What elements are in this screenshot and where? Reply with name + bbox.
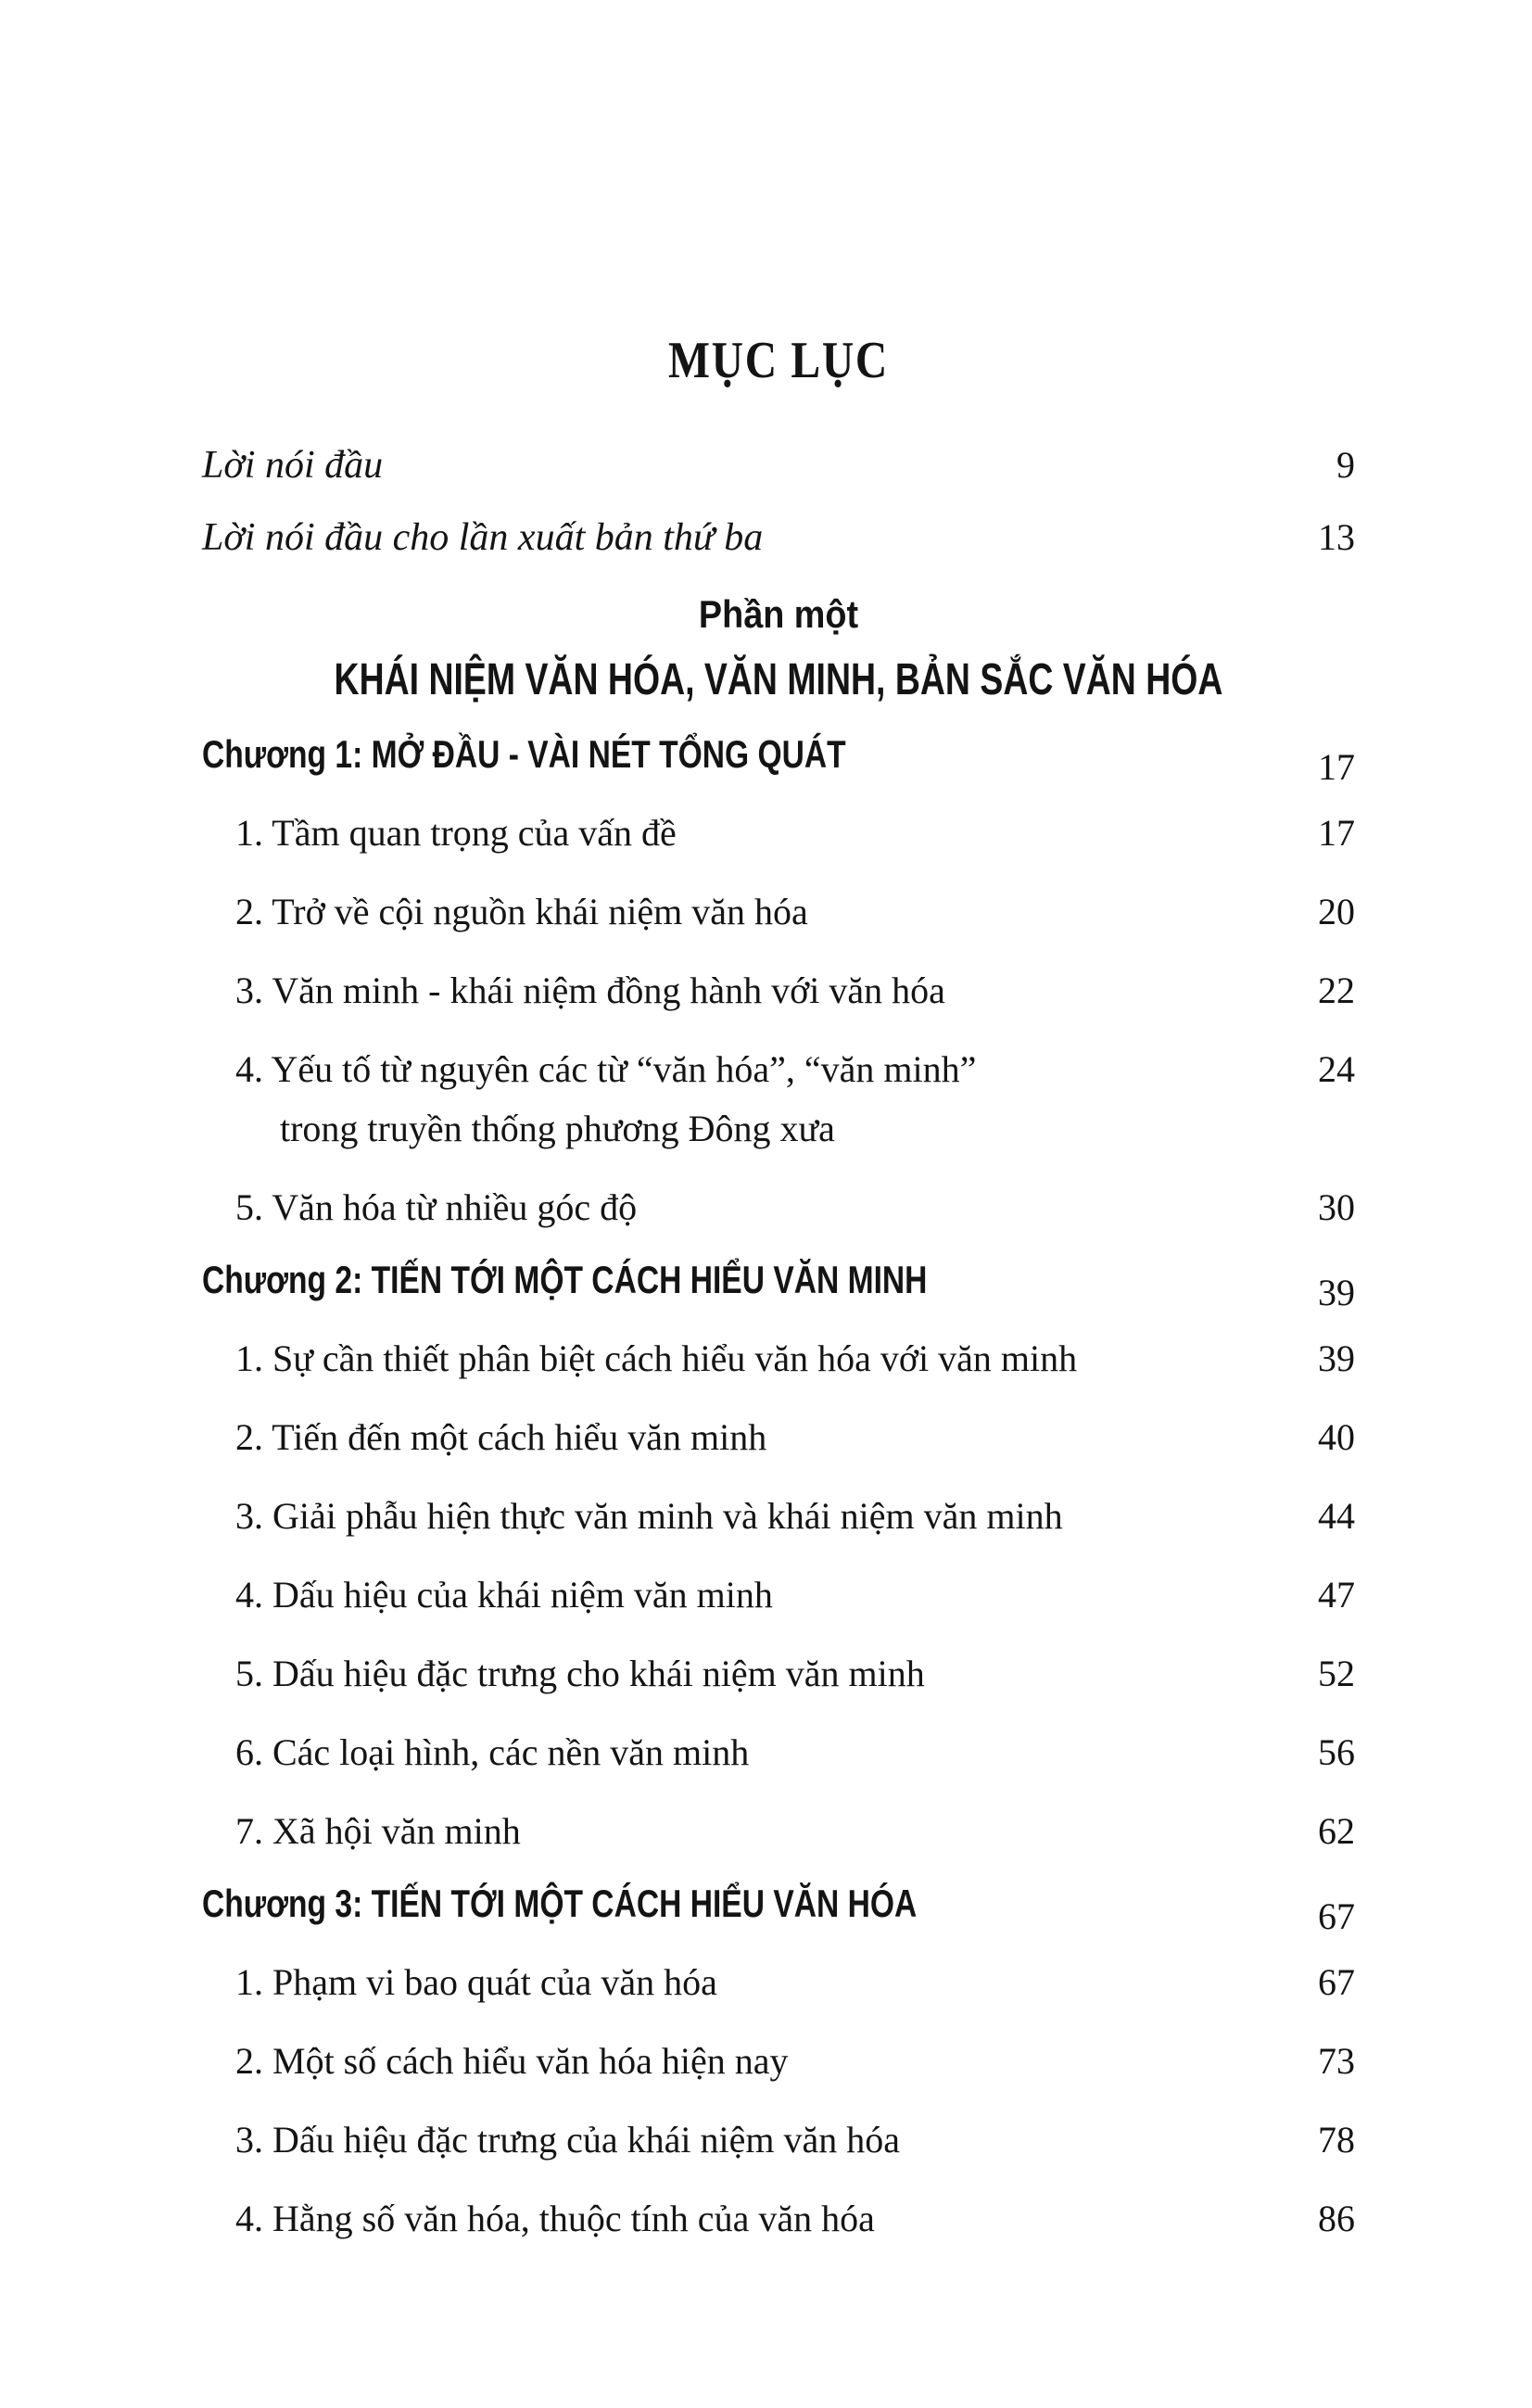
toc-item-page: 39 xyxy=(1318,1337,1355,1379)
toc-item-row xyxy=(202,1492,1355,1540)
toc-chapter-title: Chương 2: TIẾN TỚI MỘT CÁCH HIỂU VĂN MINH xyxy=(202,1258,928,1301)
toc-front-page: 13 xyxy=(1318,516,1355,558)
toc-item-label-line1: 6. Các loại hình, các nền văn minh xyxy=(235,1731,750,1773)
toc-chapter-row xyxy=(202,730,1355,788)
front-matter-section xyxy=(202,441,1355,562)
toc-item-label-line1: 4. Yếu tố từ nguyên các từ “văn hóa”, “văn minh” xyxy=(235,1048,977,1090)
toc-item-label xyxy=(235,809,677,857)
toc-item-label-line1: 1. Tầm quan trọng của vấn đề xyxy=(235,812,677,854)
toc-item-label xyxy=(235,1335,1077,1383)
toc-item-label xyxy=(235,2037,789,2085)
toc-item-row xyxy=(202,1571,1355,1619)
toc-item-page: 47 xyxy=(1318,1574,1355,1616)
toc-item-label-line1: 5. Văn hóa từ nhiều góc độ xyxy=(235,1186,638,1228)
toc-item-label-line1: 3. Giải phẫu hiện thực văn minh và khái niệm văn minh xyxy=(235,1495,1063,1537)
toc-item-label-line1: 2. Một số cách hiểu văn hóa hiện nay xyxy=(235,2040,789,2082)
toc-item-row xyxy=(202,1807,1355,1856)
toc-chapter-page: 67 xyxy=(1318,1895,1355,1937)
toc-item-row xyxy=(202,967,1355,1015)
toc-item-label-line2: trong truyền thống phương Đông xưa xyxy=(280,1108,835,1149)
toc-item-label-line1: 5. Dấu hiệu đặc trưng cho khái niệm văn minh xyxy=(235,1653,925,1694)
toc-item-label-line1: 1. Phạm vi bao quát của văn hóa xyxy=(235,1961,717,2003)
toc-item-row xyxy=(202,888,1355,936)
toc-item-label xyxy=(235,1492,1063,1540)
toc-item-label-line1: 1. Sự cần thiết phân biệt cách hiểu văn hóa với văn minh xyxy=(235,1337,1078,1379)
toc-item-row xyxy=(202,2037,1355,2085)
toc-item-label-line1: 2. Trở về cội nguồn khái niệm văn hóa xyxy=(235,891,808,932)
toc-item-page: 17 xyxy=(1318,812,1355,854)
toc-item-label xyxy=(235,2116,900,2164)
toc-item-label xyxy=(235,1807,521,1856)
toc-item-label-line1: 4. Dấu hiệu của khái niệm văn minh xyxy=(235,1574,773,1616)
toc-front-row xyxy=(202,441,1355,489)
toc-item-row xyxy=(202,1729,1355,1777)
toc-item-page: 30 xyxy=(1318,1186,1355,1228)
toc-item-label-line1: 3. Văn minh - khái niệm đồng hành với văn hóa xyxy=(235,970,945,1011)
toc-item-row xyxy=(202,2195,1355,2243)
toc-item-label xyxy=(235,1729,749,1777)
toc-chapter-page: 17 xyxy=(1318,746,1355,788)
toc-chapter-title: Chương 3: TIẾN TỚI MỘT CÁCH HIỂU VĂN HÓA xyxy=(202,1882,918,1925)
toc-item-label xyxy=(235,1958,717,2007)
toc-chapter-title: Chương 1: MỞ ĐẦU - VÀI NÉT TỔNG QUÁT xyxy=(202,732,846,776)
toc-item-page: 40 xyxy=(1318,1416,1355,1458)
toc-item-row xyxy=(202,809,1355,857)
toc-item-label-line1: 4. Hằng số văn hóa, thuộc tính của văn hóa xyxy=(235,2198,875,2239)
toc-item-label xyxy=(235,1650,925,1698)
toc-front-label: Lời nói đầu cho lần xuất bản thứ ba xyxy=(202,516,764,559)
toc-item-row xyxy=(202,1650,1355,1698)
chapters-section xyxy=(202,730,1355,2243)
toc-item-label xyxy=(235,1046,976,1153)
toc-item-row xyxy=(202,1184,1355,1232)
toc-item-page: 20 xyxy=(1318,891,1355,932)
toc-item-page: 62 xyxy=(1318,1810,1355,1852)
part-kicker: Phần một xyxy=(698,592,859,636)
toc-item-label xyxy=(235,1571,773,1619)
toc-front-label: Lời nói đầu xyxy=(202,444,384,487)
toc-item-page: 86 xyxy=(1318,2198,1355,2239)
toc-item-page: 52 xyxy=(1318,1653,1355,1694)
part-title: KHÁI NIỆM VĂN HÓA, VĂN MINH, BẢN SẮC VĂN HÓA xyxy=(334,655,1223,704)
toc-item-label-line1: 7. Xã hội văn minh xyxy=(235,1810,521,1852)
toc-item-page: 24 xyxy=(1318,1048,1355,1090)
toc-item-row xyxy=(202,1413,1355,1462)
toc-item-label xyxy=(235,1184,637,1232)
toc-chapter-row xyxy=(202,1256,1355,1313)
toc-item-label xyxy=(235,1413,766,1462)
toc-item-row xyxy=(202,1335,1355,1383)
toc-front-page: 9 xyxy=(1336,444,1355,486)
toc-item-label-line1: 2. Tiến đến một cách hiểu văn minh xyxy=(235,1416,767,1458)
page-title: MỤC LỤC xyxy=(668,332,889,389)
toc-item-page: 22 xyxy=(1318,970,1355,1011)
toc-chapter-page: 39 xyxy=(1318,1272,1355,1313)
toc-item-page: 44 xyxy=(1318,1495,1355,1537)
toc-item-label-line1: 3. Dấu hiệu đặc trưng của khái niệm văn hóa xyxy=(235,2119,900,2161)
toc-front-row xyxy=(202,513,1355,562)
toc-item-page: 67 xyxy=(1318,1961,1355,2003)
toc-item-label xyxy=(235,967,945,1015)
toc-item-page: 56 xyxy=(1318,1731,1355,1773)
toc-chapter-row xyxy=(202,1880,1355,1937)
toc-item-page: 73 xyxy=(1318,2040,1355,2082)
toc-item-label xyxy=(235,888,808,936)
toc-item-label xyxy=(235,2195,875,2243)
toc-item-row xyxy=(202,1958,1355,2007)
toc-item-page: 78 xyxy=(1318,2119,1355,2161)
toc-item-row xyxy=(202,1046,1355,1153)
toc-item-row xyxy=(202,2116,1355,2164)
